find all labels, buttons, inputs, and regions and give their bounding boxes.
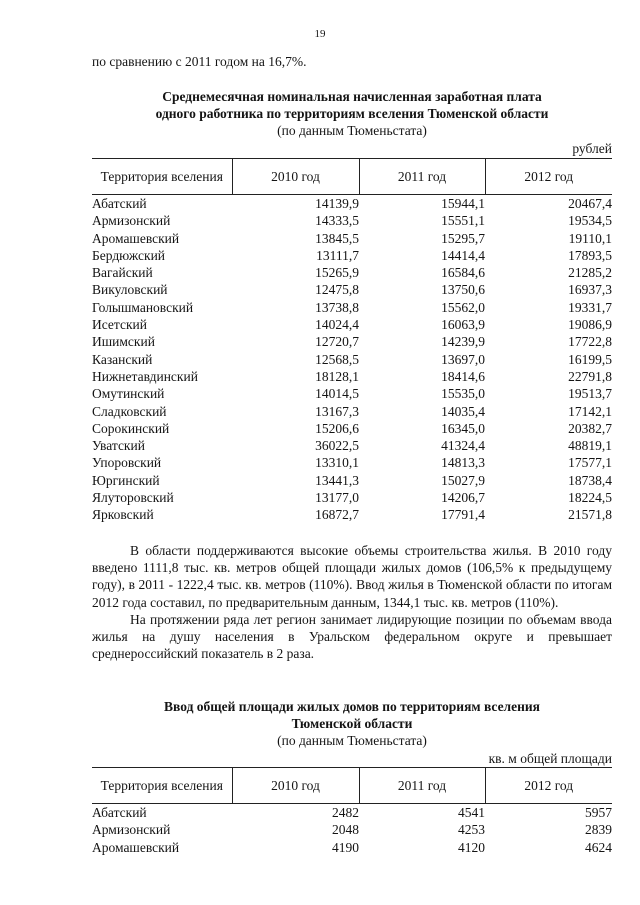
cell-2011: 16345,0 — [441, 420, 485, 436]
cell-2010: 15206,6 — [315, 420, 359, 436]
cell-2012: 17577,1 — [568, 455, 612, 471]
table2-unit: кв. м общей площади — [488, 751, 612, 766]
cell-2010: 2048 — [332, 822, 359, 838]
header-2010: 2010 год — [232, 159, 359, 195]
cell-territory: Аромашевский — [92, 230, 180, 246]
header-2011: 2011 год — [359, 159, 485, 195]
paragraph-housing-construction: В области поддерживаются высокие объемы строительства жилья. В 2010 году введено 1111,8 тыс. кв. метров общей площади жилых домов (106,5% к предыдущему году), в 2011 - 1222,4 тыс. кв. метров (110%). Ввод жилья в Тюменской области по итогам 2012 года составил, по предварительным данным, 1344,1 тыс. кв. метров (110%). — [92, 543, 612, 610]
cell-2011: 15944,1 — [441, 196, 485, 211]
cell-2012: 17142,1 — [568, 403, 612, 419]
cell-2012: 17893,5 — [568, 247, 612, 263]
table-row — [92, 489, 612, 506]
table-row — [92, 264, 612, 281]
cell-2012: 48819,1 — [568, 438, 612, 454]
table-row — [92, 299, 612, 316]
cell-territory: Абатский — [92, 805, 147, 820]
cell-2011: 18414,6 — [441, 368, 485, 384]
cell-2011: 14414,4 — [441, 247, 485, 263]
table-row — [92, 333, 612, 350]
housing-table — [92, 767, 612, 856]
table2-title-line2: Тюменской области — [291, 716, 413, 731]
table-row — [92, 351, 612, 368]
cell-2012: 16199,5 — [568, 351, 612, 367]
cell-territory: Сорокинский — [92, 420, 170, 436]
table-row — [92, 437, 612, 454]
cell-2011: 15551,1 — [441, 213, 485, 229]
table-row — [92, 472, 612, 489]
cell-2011: 14035,4 — [441, 403, 485, 419]
cell-2012: 19110,1 — [568, 230, 612, 246]
header-2011: 2011 год — [359, 768, 485, 804]
table-row — [92, 804, 612, 822]
paragraph-regional-leadership: На протяжении ряда лет регион занимает лидирующие позиции по объемам ввода жилья на душу населения в Уральском федеральном округе и превышает среднероссийский показатель в 2 раза. — [92, 611, 612, 662]
cell-2010: 14333,5 — [315, 213, 359, 229]
cell-territory: Армизонский — [92, 822, 171, 838]
table-row — [92, 230, 612, 247]
table-row — [92, 385, 612, 402]
cell-2012: 4624 — [585, 839, 612, 855]
cell-territory: Бердюжский — [92, 247, 166, 263]
cell-2012: 21571,8 — [568, 507, 612, 523]
cell-territory: Упоровский — [92, 455, 162, 471]
table-row — [92, 368, 612, 385]
table-row — [92, 195, 612, 213]
lead-text: по сравнению с 2011 годом на 16,7%. — [92, 54, 307, 69]
table2-source: (по данным Тюменьстата) — [277, 733, 427, 748]
cell-2010: 4190 — [332, 839, 359, 855]
table-row — [92, 839, 612, 856]
cell-2012: 5957 — [585, 805, 612, 820]
table-row — [92, 281, 612, 298]
cell-2011: 41324,4 — [441, 438, 485, 454]
cell-2010: 13167,3 — [315, 403, 359, 419]
cell-2011: 14206,7 — [441, 490, 485, 506]
cell-2011: 15027,9 — [441, 472, 485, 488]
page-number: 19 — [314, 28, 326, 40]
cell-territory: Нижнетавдинский — [92, 368, 198, 384]
cell-2011: 16063,9 — [441, 317, 485, 333]
table1-title-line1: Среднемесячная номинальная начисленная заработная плата — [162, 89, 542, 104]
cell-2012: 16937,3 — [568, 282, 612, 298]
cell-territory: Юргинский — [92, 472, 160, 488]
cell-territory: Ишимский — [92, 334, 155, 350]
cell-2011: 15535,0 — [441, 386, 485, 402]
housing-table-header — [92, 768, 612, 804]
table-row — [92, 821, 612, 838]
table-row — [92, 316, 612, 333]
cell-territory: Ялуторовский — [92, 490, 174, 506]
cell-2012: 20382,7 — [568, 420, 612, 436]
table-row — [92, 403, 612, 420]
cell-2010: 13111,7 — [316, 247, 359, 263]
table2-title-block — [92, 698, 612, 749]
cell-2011: 4253 — [458, 822, 485, 838]
cell-2010: 12475,8 — [315, 282, 359, 298]
salary-table — [92, 158, 612, 524]
salary-table-header — [92, 159, 612, 195]
table-row — [92, 454, 612, 471]
cell-2012: 18224,5 — [568, 490, 612, 506]
cell-2010: 12720,7 — [315, 334, 359, 350]
cell-2010: 13845,5 — [315, 230, 359, 246]
cell-2012: 21285,2 — [568, 265, 612, 281]
cell-2011: 15295,7 — [441, 230, 485, 246]
cell-2011: 17791,4 — [441, 507, 485, 523]
table-row — [92, 247, 612, 264]
cell-2012: 19534,5 — [568, 213, 612, 229]
cell-territory: Викуловский — [92, 282, 168, 298]
cell-2012: 19513,7 — [568, 386, 612, 402]
cell-2011: 4120 — [458, 839, 485, 855]
cell-2010: 2482 — [332, 805, 359, 820]
cell-2011: 16584,6 — [441, 265, 485, 281]
cell-2010: 14024,4 — [315, 317, 359, 333]
table-row — [92, 420, 612, 437]
cell-2011: 13750,6 — [441, 282, 485, 298]
cell-2010: 13441,3 — [315, 472, 359, 488]
cell-territory: Вагайский — [92, 265, 153, 281]
cell-territory: Исетский — [92, 317, 147, 333]
cell-territory: Аромашевский — [92, 839, 180, 855]
cell-2010: 15265,9 — [315, 265, 359, 281]
cell-2010: 36022,5 — [315, 438, 359, 454]
cell-territory: Ярковский — [92, 507, 154, 523]
cell-2012: 19086,9 — [568, 317, 612, 333]
cell-territory: Голышмановский — [92, 299, 194, 315]
cell-2012: 22791,8 — [568, 368, 612, 384]
table1-source: (по данным Тюменьстата) — [277, 123, 427, 138]
header-2012: 2012 год — [485, 159, 612, 195]
cell-2012: 2839 — [585, 822, 612, 838]
cell-2012: 18738,4 — [568, 472, 612, 488]
cell-2011: 4541 — [458, 805, 485, 820]
table1-unit: рублей — [572, 141, 612, 156]
table-row — [92, 506, 612, 523]
header-territory: Территория вселения — [92, 159, 232, 195]
cell-2012: 17722,8 — [568, 334, 612, 350]
cell-2011: 15562,0 — [441, 299, 485, 315]
cell-2011: 14239,9 — [441, 334, 485, 350]
table1-title-block — [92, 88, 612, 139]
header-2010: 2010 год — [232, 768, 359, 804]
table2-title-line1: Ввод общей площади жилых домов по территориям вселения — [164, 699, 540, 714]
cell-territory: Казанский — [92, 351, 153, 367]
cell-2010: 13177,0 — [315, 490, 359, 506]
cell-territory: Абатский — [92, 196, 147, 211]
cell-2012: 20467,4 — [568, 196, 612, 211]
cell-2011: 14813,3 — [441, 455, 485, 471]
cell-2010: 16872,7 — [315, 507, 359, 523]
header-territory: Территория вселения — [92, 768, 232, 804]
body-text — [92, 542, 612, 662]
cell-2012: 19331,7 — [568, 299, 612, 315]
cell-2010: 14139,9 — [315, 196, 359, 211]
cell-2010: 13310,1 — [315, 455, 359, 471]
table-row — [92, 212, 612, 229]
header-2012: 2012 год — [485, 768, 612, 804]
cell-territory: Сладковский — [92, 403, 167, 419]
cell-2010: 12568,5 — [315, 351, 359, 367]
cell-2010: 13738,8 — [315, 299, 359, 315]
cell-territory: Армизонский — [92, 213, 171, 229]
cell-territory: Уватский — [92, 438, 145, 454]
cell-2010: 18128,1 — [315, 368, 359, 384]
cell-2010: 14014,5 — [315, 386, 359, 402]
cell-2011: 13697,0 — [441, 351, 485, 367]
cell-territory: Омутинский — [92, 386, 165, 402]
table1-title-line2: одного работника по территориям вселения Тюменской области — [155, 106, 549, 121]
